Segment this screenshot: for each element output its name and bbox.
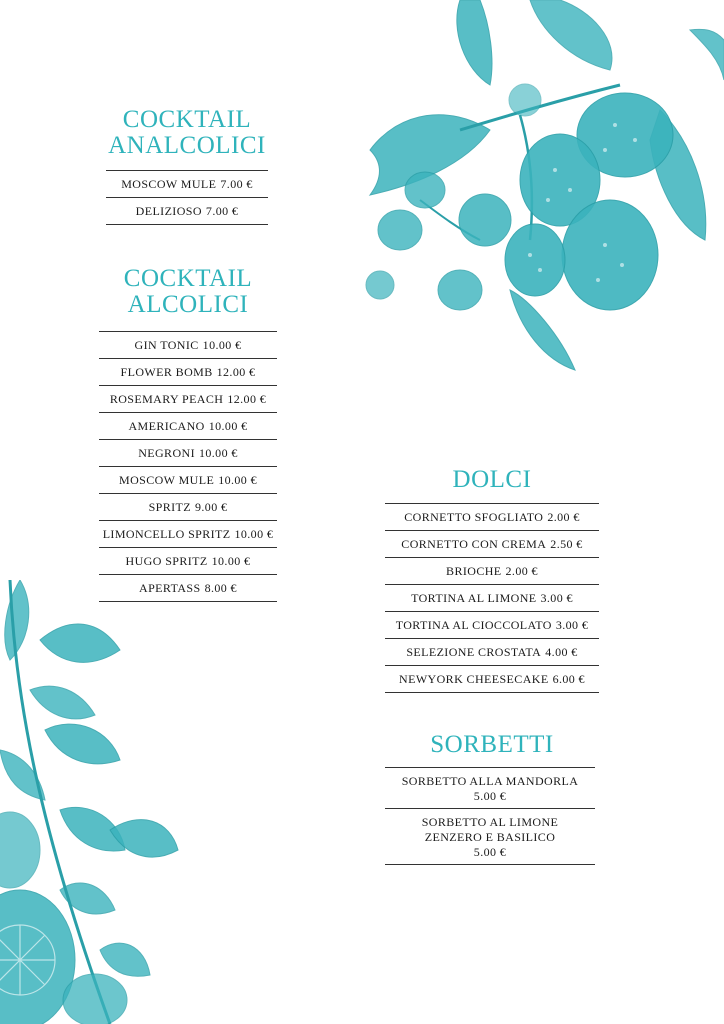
item-price: 10.00 € — [202, 337, 242, 352]
section-title: DOLCI — [452, 466, 532, 493]
menu-item — [385, 768, 595, 809]
menu-item — [99, 575, 277, 602]
menu-item — [385, 558, 599, 585]
item-name: BRIOCHE — [446, 563, 502, 578]
menu-item — [99, 521, 277, 548]
item-price: 5.00 € — [473, 789, 507, 803]
item-name: AMERICANO — [128, 418, 205, 433]
item-price: 2.00 € — [505, 563, 538, 578]
section-sorbetti — [372, 732, 612, 865]
menu-item — [99, 386, 277, 413]
item-name: TORTINA AL LIMONE — [411, 590, 537, 605]
menu-list — [99, 331, 277, 602]
menu-item — [385, 639, 599, 666]
item-name: NEWYORK CHEESECAKE — [399, 671, 549, 686]
item-name: SELEZIONE CROSTATA — [406, 644, 542, 659]
title-line: ALCOLICI — [127, 291, 249, 318]
menu-item — [99, 440, 277, 467]
item-price: 2.50 € — [550, 536, 583, 551]
item-price: 3.00 € — [555, 617, 589, 632]
item-name: APERTASS — [139, 580, 201, 595]
section-title — [88, 266, 288, 318]
section-title: SORBETTI — [430, 731, 554, 758]
item-name-line2: ZENZERO E BASILICO — [424, 830, 556, 844]
menu-item — [385, 531, 599, 558]
menu-list — [106, 170, 268, 225]
menu-item — [385, 504, 599, 531]
lemon-branch-illustration — [0, 580, 190, 1024]
menu-item — [99, 332, 277, 359]
item-name: SORBETTO ALLA MANDORLA — [401, 774, 579, 788]
item-price: 9.00 € — [195, 499, 228, 514]
item-price: 10.00 € — [211, 553, 251, 568]
item-name: HUGO SPRITZ — [125, 553, 208, 568]
menu-item — [385, 585, 599, 612]
menu-item — [385, 666, 599, 693]
section-cocktail-alcolici — [88, 266, 288, 602]
item-name: SORBETTO AL LIMONE — [421, 815, 559, 829]
title-line: COCKTAIL — [123, 265, 253, 292]
item-name: MOSCOW MULE — [119, 472, 215, 487]
item-price: 2.00 € — [547, 509, 580, 524]
item-price: 10.00 € — [218, 472, 257, 487]
menu-item — [385, 809, 595, 865]
item-name: ROSEMARY PEACH — [109, 391, 224, 406]
menu-item — [99, 359, 277, 386]
item-price: 10.00 € — [198, 445, 238, 460]
item-price: 6.00 € — [552, 671, 585, 686]
item-name: CORNETTO CON CREMA — [401, 536, 547, 551]
item-name: MOSCOW MULE — [121, 176, 217, 191]
title-line: COCKTAIL — [122, 106, 252, 133]
item-price: 10.00 € — [208, 418, 248, 433]
menu-item — [99, 494, 277, 521]
item-price: 7.00 € — [205, 203, 239, 218]
item-name: FLOWER BOMB — [120, 364, 213, 379]
item-price: 12.00 € — [227, 391, 267, 406]
menu-item — [106, 171, 268, 198]
menu-item — [99, 467, 277, 494]
section-dolci — [372, 467, 612, 693]
menu-item — [385, 612, 599, 639]
item-price: 4.00 € — [545, 644, 578, 659]
item-name: DELIZIOSO — [135, 203, 202, 218]
menu-list — [385, 767, 595, 865]
section-title — [100, 107, 274, 159]
item-name: NEGRONI — [138, 445, 195, 460]
strawberry-illustration — [360, 0, 724, 380]
item-name: LIMONCELLO SPRITZ — [102, 526, 231, 541]
menu-item — [106, 198, 268, 225]
item-name: TORTINA AL CIOCCOLATO — [395, 617, 552, 632]
item-price: 5.00 € — [473, 845, 507, 859]
item-price: 7.00 € — [220, 176, 253, 191]
item-price: 8.00 € — [204, 580, 237, 595]
menu-list — [385, 503, 599, 693]
item-name: GIN TONIC — [134, 337, 199, 352]
section-cocktail-analcolici — [100, 107, 274, 225]
menu-item — [99, 413, 277, 440]
item-price: 3.00 € — [540, 590, 573, 605]
menu-item — [99, 548, 277, 575]
item-price: 12.00 € — [216, 364, 256, 379]
title-line: ANALCOLICI — [108, 132, 266, 159]
item-price: 10.00 € — [234, 526, 274, 541]
item-name: SPRITZ — [148, 499, 191, 514]
item-name: CORNETTO SFOGLIATO — [404, 509, 544, 524]
